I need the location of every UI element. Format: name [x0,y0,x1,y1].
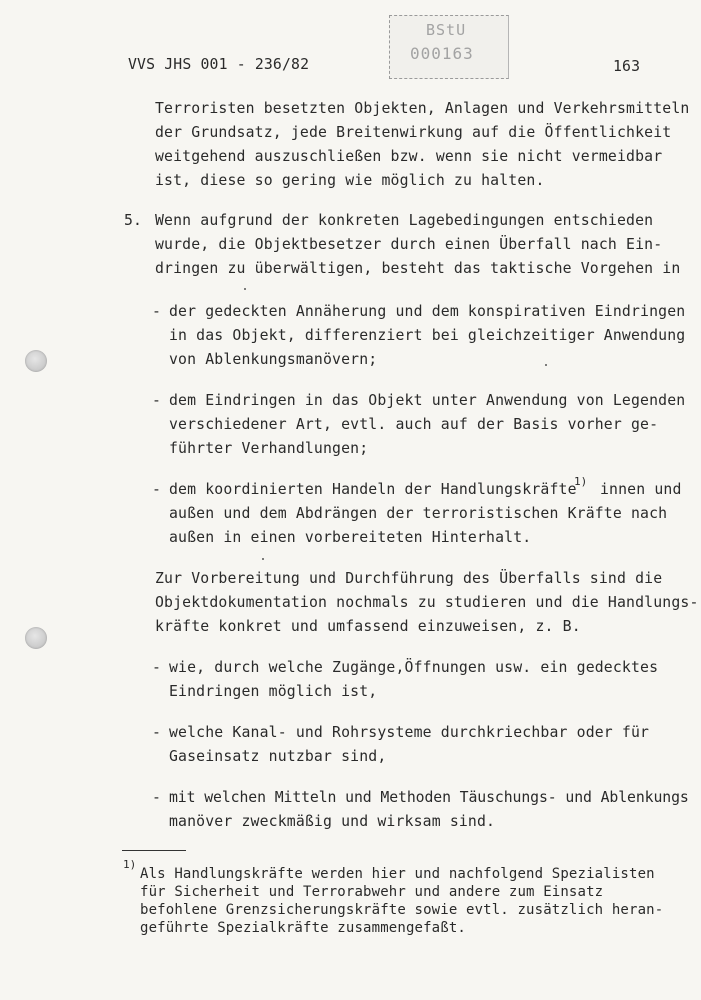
intro-line: weitgehend auszuschließen bzw. wenn sie nicht vermeidbar [155,148,663,165]
footnote-divider [122,850,186,851]
bullet-line: manöver zweckmäßig und wirksam sind. [169,813,496,830]
bullet-line: verschiedener Art, evtl. auch auf der Basis vorher ge- [169,416,659,433]
footnote-line: für Sicherheit und Terrorabwehr und andere zum Einsatz [140,884,604,900]
stamp-agency: BStU [426,21,467,39]
footnote-line: geführte Spezialkräfte zusammengefaßt. [140,920,466,936]
bullet-dash: - [152,659,162,676]
scan-speck [244,288,246,290]
footnote-line: Als Handlungskräfte werden hier und nachfolgend Spezialisten [140,866,655,882]
footnote-line: befohlene Grenzsicherungskräfte sowie evtl. zusätzlich heran- [140,902,664,918]
item-5-line: Wenn aufgrund der konkreten Lagebedingungen entschieden [155,212,654,229]
bullet-dash: - [152,392,162,409]
item-5-line: dringen zu überwältigen, besteht das taktische Vorgehen in [155,260,681,277]
intro-line: der Grundsatz, jede Breitenwirkung auf die Öffentlichkeit [155,124,672,141]
bullet-line: der gedeckten Annäherung und dem konspirativen Eindringen [169,303,686,320]
bullet-line: dem Eindringen in das Objekt unter Anwendung von Legenden [169,392,686,409]
bullet-line: welche Kanal- und Rohrsysteme durchkriechbar oder für [169,724,650,741]
paragraph-line: Objektdokumentation nochmals zu studieren und die Handlungs- [155,594,699,611]
scan-speck [262,558,264,560]
bullet-line: wie, durch welche Zugänge,Öffnungen usw. ein gedecktes [169,659,659,676]
bullet-line: innen und [600,481,682,498]
bullet-dash: - [152,481,162,498]
intro-line: Terroristen besetzten Objekten, Anlagen und Verkehrsmitteln [155,100,690,117]
item-5-line: wurde, die Objektbesetzer durch einen Überfall nach Ein- [155,236,663,253]
archive-stamp [389,15,509,79]
punch-hole-top [25,350,47,372]
footnote-marker: 1) [123,858,137,871]
punch-hole-bottom [25,627,47,649]
bullet-line: führter Verhandlungen; [169,440,369,457]
bullet-line: außen und dem Abdrängen der terroristischen Kräfte nach [169,505,668,522]
intro-line: ist, diese so gering wie möglich zu halten. [155,172,545,189]
bullet-line: von Ablenkungsmanövern; [169,351,378,368]
bullet-line: Gaseinsatz nutzbar sind, [169,748,387,765]
bullet-dash: - [152,724,162,741]
paragraph-line: Zur Vorbereitung und Durchführung des Überfalls sind die [155,570,663,587]
footnote-reference: 1) [574,475,588,488]
document-reference: VVS JHS 001 - 236/82 [128,56,310,73]
bullet-line: mit welchen Mitteln und Methoden Täuschungs- und Ablenkungs [169,789,689,806]
bullet-dash: - [152,789,162,806]
page-number: 163 [613,58,641,75]
bullet-dash: - [152,303,162,320]
bullet-line: Eindringen möglich ist, [169,683,378,700]
stamp-number: 000163 [410,44,474,63]
bullet-line: dem koordinierten Handeln der Handlungskräfte [169,481,577,498]
item-number: 5. [124,212,143,229]
bullet-line: außen in einen vorbereiteten Hinterhalt. [169,529,532,546]
paragraph-line: kräfte konkret und umfassend einzuweisen, z. B. [155,618,581,635]
scan-speck [545,364,547,366]
bullet-line: in das Objekt, differenziert bei gleichzeitiger Anwendung [169,327,686,344]
